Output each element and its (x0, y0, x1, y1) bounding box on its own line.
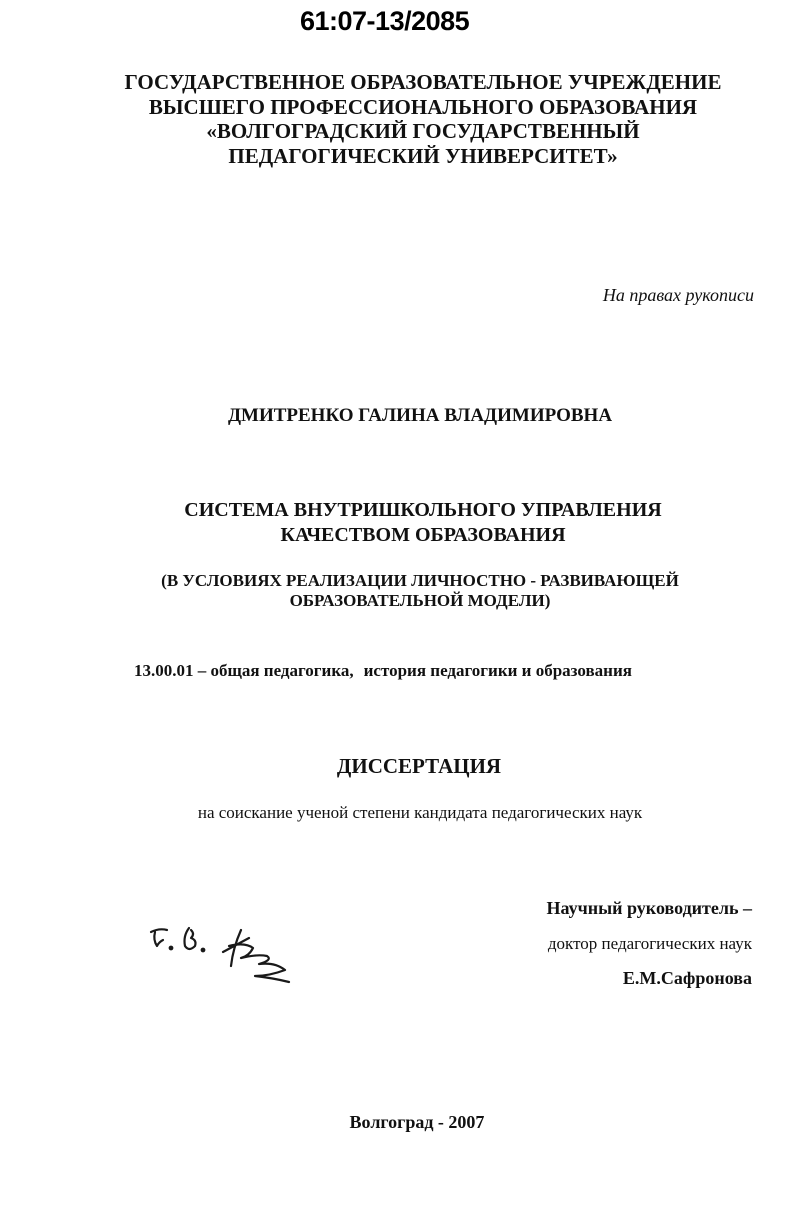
subtitle-line-2: ОБРАЗОВАТЕЛЬНОЙ МОДЕЛИ) (289, 591, 551, 610)
degree-sought: на соискание ученой степени кандидата педагогических наук (197, 803, 643, 822)
supervisor-name: Е.М.Сафронова (622, 968, 752, 988)
institution-name (0, 70, 796, 168)
dissertation-subtitle (0, 571, 796, 611)
supervisor-role: Научный руководитель – (546, 898, 752, 918)
title-line-2: КАЧЕСТВОМ ОБРАЗОВАНИЯ (280, 524, 566, 546)
institution-line-3: «ВОЛГОГРАДСКИЙ ГОСУДАРСТВЕННЫЙ (206, 119, 640, 143)
place-and-year: Волгоград - 2007 (349, 1112, 485, 1132)
manuscript-note: На правах рукописи (602, 285, 754, 305)
specialty-part-1: 13.00.01 – общая педагогика, (134, 661, 354, 680)
work-type: ДИССЕРТАЦИЯ (336, 754, 502, 778)
supervisor-degree: доктор педагогических наук (547, 934, 752, 953)
institution-line-1: ГОСУДАРСТВЕННОЕ ОБРАЗОВАТЕЛЬНОЕ УЧРЕЖДЕНИЕ (124, 70, 722, 94)
author-name: ДМИТРЕНКО ГАЛИНА ВЛАДИМИРОВНА (227, 405, 613, 426)
subtitle-line-1: (В УСЛОВИЯХ РЕАЛИЗАЦИИ ЛИЧНОСТНО - РАЗВИВАЮЩЕЙ (161, 571, 679, 590)
specialty-code (134, 661, 632, 681)
handwritten-signature (145, 918, 305, 990)
institution-line-2: ВЫСШЕГО ПРОФЕССИОНАЛЬНОГО ОБРАЗОВАНИЯ (148, 94, 698, 119)
institution-line-4: ПЕДАГОГИЧЕСКИЙ УНИВЕРСИТЕТ» (228, 143, 618, 168)
specialty-part-2: история педагогики и образования (363, 661, 632, 680)
title-line-1: СИСТЕМА ВНУТРИШКОЛЬНОГО УПРАВЛЕНИЯ (184, 499, 662, 521)
dissertation-title (0, 498, 796, 548)
catalog-number: 61:07-13/2085 (300, 6, 470, 36)
